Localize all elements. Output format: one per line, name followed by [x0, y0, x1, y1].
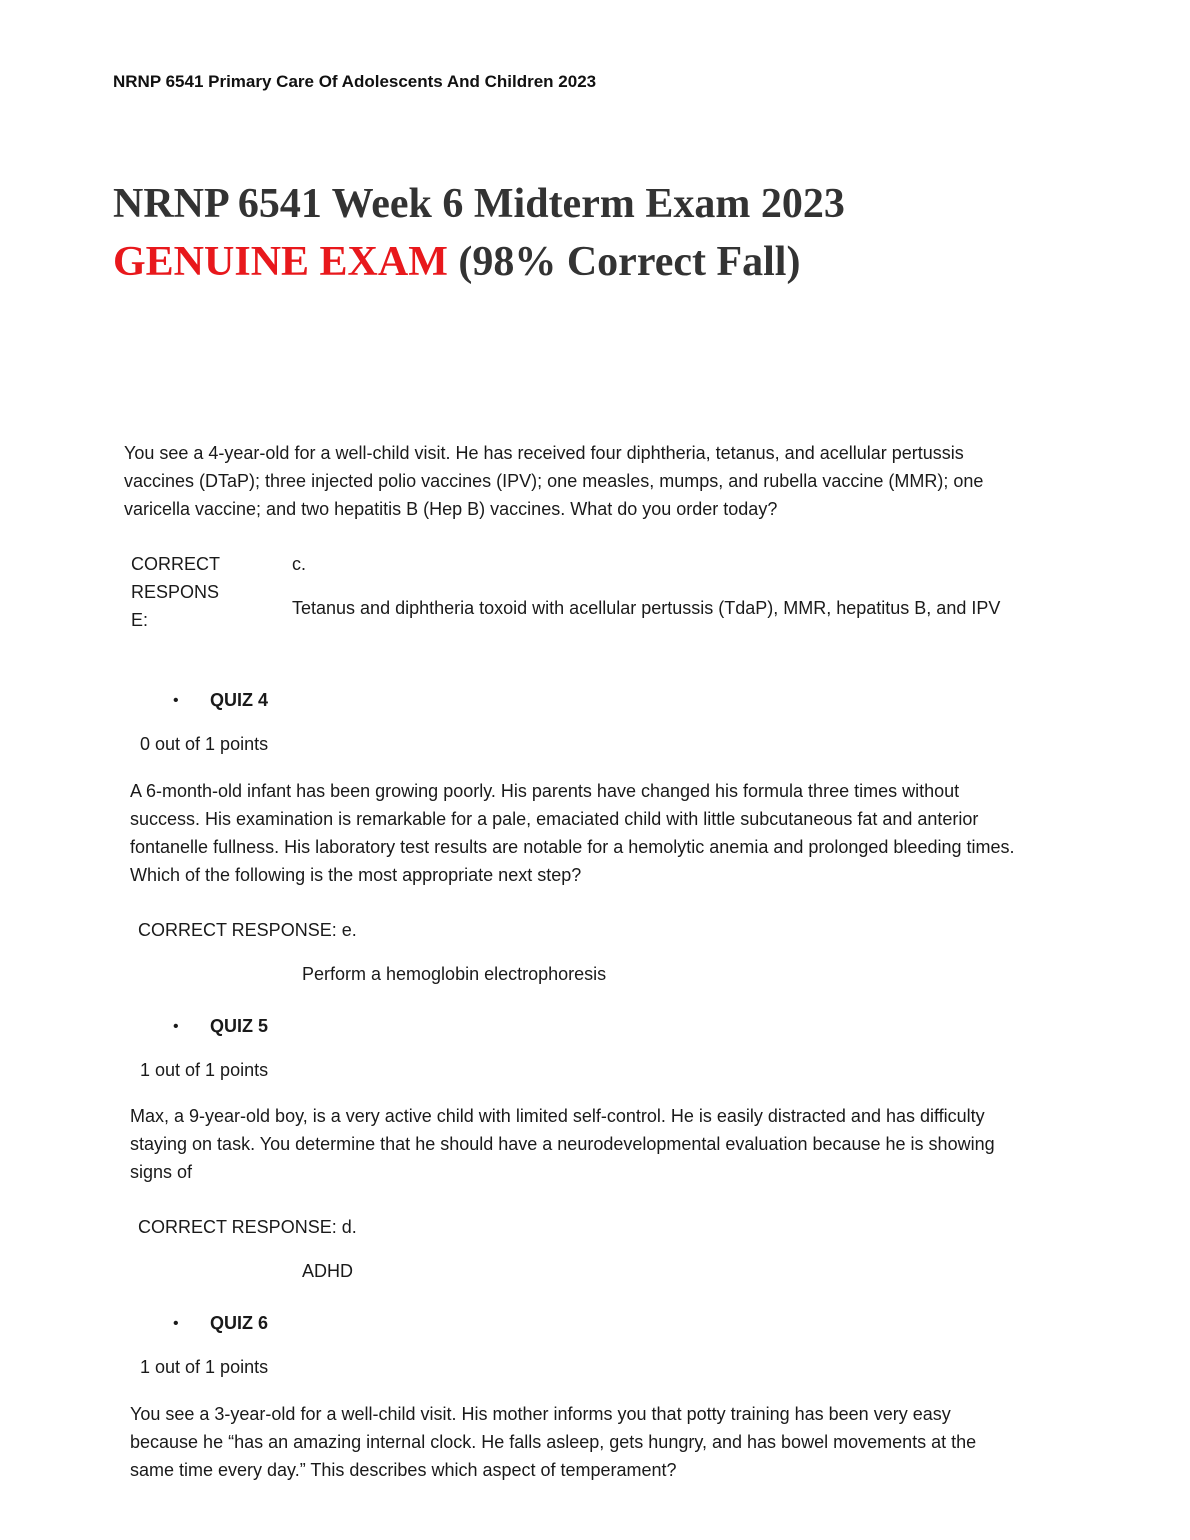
quiz-5-points: 1 out of 1 points [140, 1060, 269, 1080]
answer-letter: c. [292, 554, 307, 574]
bullet-icon: • [173, 692, 179, 709]
bullet-icon: • [173, 1018, 179, 1035]
bullet-icon: • [173, 1315, 179, 1332]
quiz-4-points: 0 out of 1 points [140, 734, 269, 754]
quiz-6-question: You see a 3-year-old for a well-child visit. His mother informs you that potty training has been very easy because he “has an amazing internal clock. He falls asleep, gets hungry, and has bowel movements at the same time every day.” This describes which aspect of temperament? [130, 1404, 977, 1480]
title-line-1: NRNP 6541 Week 6 Midterm Exam 2023 [113, 181, 845, 227]
correct-response-label: CORRECT RESPONSE: [131, 554, 220, 630]
quiz-5-answer: ADHD [302, 1261, 354, 1281]
title-line-2 [113, 233, 845, 291]
quiz-5-question: Max, a 9-year-old boy, is a very active child with limited self-control. He is easily distracted and has difficulty staying on task. You determine that he should have a neurodevelopmental evaluation because he is showing signs of [130, 1106, 995, 1182]
question-1-text: You see a 4-year-old for a well-child visit. He has received four diphtheria, tetanus, and acellular pertussis vaccines (DTaP); three injected polio vaccines (IPV); one measles, mumps, and rubella vaccine (MMR); one varicella vaccine; and two hepatitis B (Hep B) vaccines. What do you order today? [124, 443, 984, 519]
document-header: NRNP 6541 Primary Care Of Adolescents And Children 2023 [113, 72, 597, 91]
answer-text: Tetanus and diphtheria toxoid with acellular pertussis (TdaP), MMR, hepatitus B, and IPV [292, 598, 1001, 618]
quiz-4-correct-response: CORRECT RESPONSE: e. [138, 920, 357, 940]
quiz-5-title: QUIZ 5 [210, 1016, 269, 1036]
quiz-6-title: QUIZ 6 [210, 1313, 269, 1333]
quiz-4-title: QUIZ 4 [210, 690, 269, 710]
quiz-4-answer: Perform a hemoglobin electrophoresis [302, 964, 607, 984]
quiz-6-points: 1 out of 1 points [140, 1357, 269, 1377]
page-title [113, 175, 845, 291]
title-highlight: GENUINE EXAM [113, 239, 448, 285]
quiz-4-question: A 6-month-old infant has been growing poorly. His parents have changed his formula three times without success. His examination is remarkable for a pale, emaciated child with little subcutaneous fat and anterior fontanelle fullness. His laboratory test results are notable for a hemolytic anemia and prolonged bleeding times. Which of the following is the most appropriate next step? [130, 781, 1015, 885]
quiz-5-correct-response: CORRECT RESPONSE: d. [138, 1217, 357, 1237]
title-suffix: (98% Correct Fall) [458, 239, 801, 285]
